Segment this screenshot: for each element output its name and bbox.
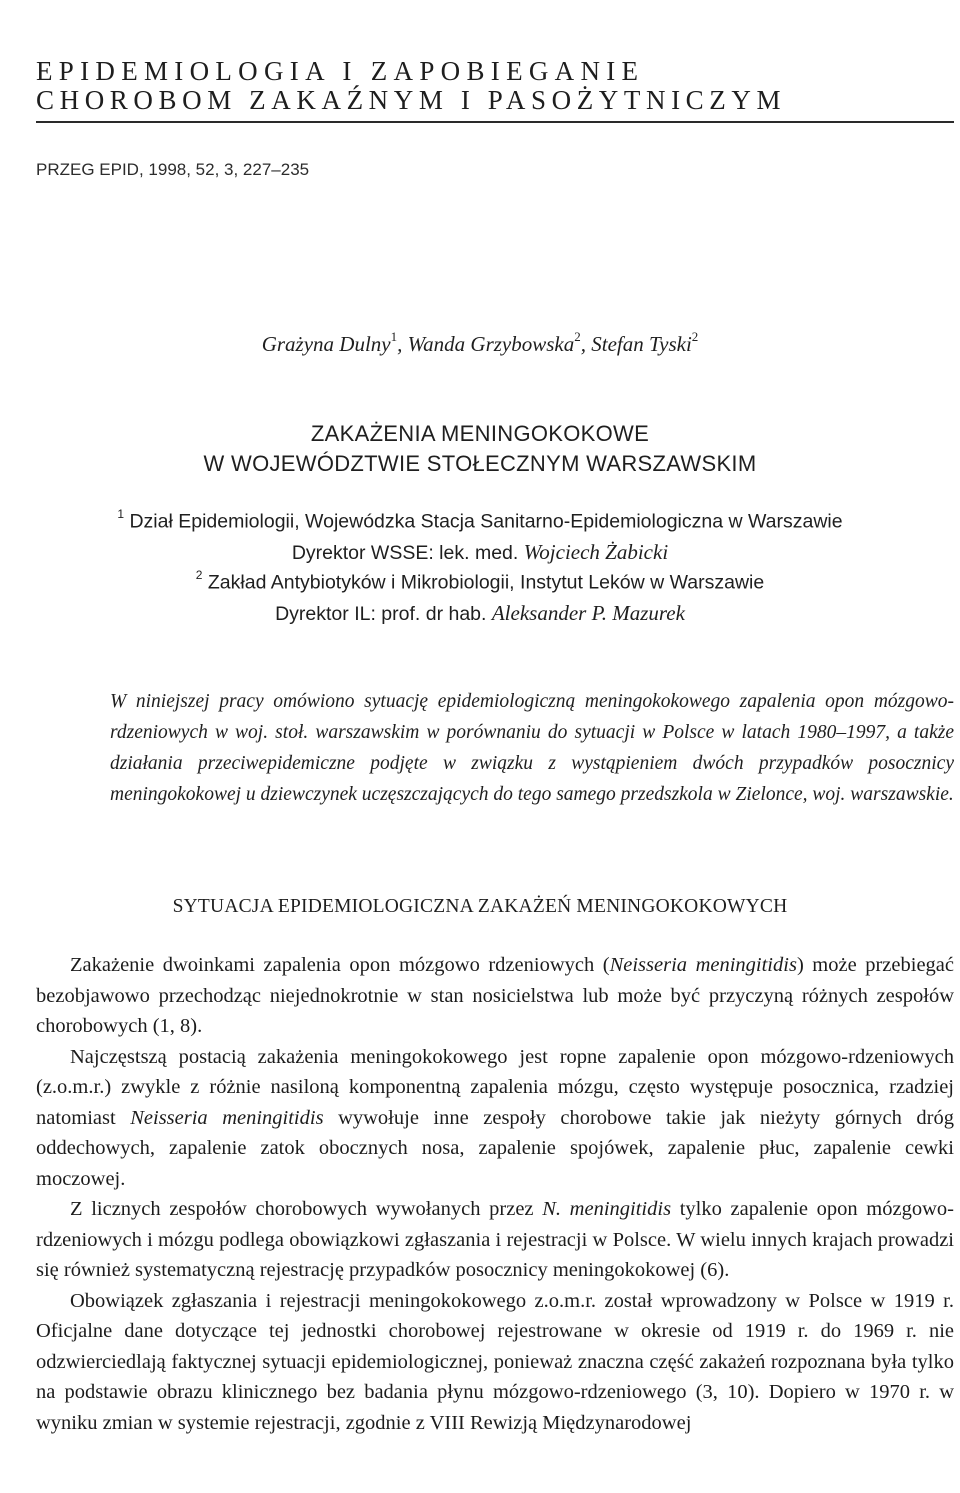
section-heading: SYTUACJA EPIDEMIOLOGICZNA ZAKAŻEŃ MENINGOKOKOWYCH xyxy=(172,896,788,917)
paragraph: Obowiązek zgłaszania i rejestracji meningokokowego z.o.m.r. został wprowadzony w Polsce w 1919 r. Oficjalne dane dotyczące tej jednostki chorobowej rejestrowane w okresie od 1919 r. do 1969 r. nie odzwierciedlają faktycznej sytuacji epidemiologicznej, ponieważ znaczna część zakażeń rozpoznana była tylko na podstawie obrazu klinicznego bez badania płynu mózgowo-rdzeniowego (3, 10). Dopiero w 1970 r. w wyniku zmian w systemie rejestracji, zgodnie z VIII Rewizją Międzynarodowej xyxy=(36,1289,954,1434)
affiliation-text: Zakład Antybiotyków i Mikrobiologii, Instytut Leków w Warszawie xyxy=(202,571,765,594)
author-name: Grażyna Dulny xyxy=(261,332,391,356)
director-name: Aleksander P. Mazurek xyxy=(491,601,685,625)
affiliation-1 xyxy=(0,509,960,534)
author-name: Wanda Grzybowska xyxy=(407,332,575,356)
text-run: tylko zapalenie opon mózgowo-rdzeniowych i mózgu podlega obowiązkowi zgłaszania i rejestracji w Polsce. W wielu innych krajach prowadzi się również systematyczną rejestrację przypadków posocznicy meningokokowej (6). xyxy=(36,1198,954,1281)
text-run: wywołuje inne zespoły chorobowe takie jak nieżyty górnych dróg oddechowych, zapalenie zatok obocznych nosa, zapalenie spojówek, zapalenie płuc, zapalenie cewki moczowej. xyxy=(36,1106,954,1190)
author-name: Stefan Tyski xyxy=(591,332,692,356)
director-name: Wojciech Żabicki xyxy=(523,540,669,564)
paragraph xyxy=(36,950,954,1042)
species-name: Neisseria meningitidis xyxy=(130,1106,324,1129)
author-separator: , xyxy=(397,332,408,356)
affiliation-1-director xyxy=(0,540,960,565)
affiliation-mark: 2 xyxy=(195,568,203,582)
abstract: W niniejszej pracy omówiono sytuację epidemiologiczną meningokokowego zapalenia opon mózgowo-rdzeniowych w woj. stoł. warszawskim w porównaniu do sytuacji w Polsce w latach 1980–1997, a także działania przeciwepidemiczne podjęte w związku z wystąpieniem dwóch przypadków posocznicy meningokokowej u dziewczynek uczęszczających do tego samego przedszkola w Zielonce, woj. warszawskie. xyxy=(110,691,954,805)
affiliation-mark: 1 xyxy=(117,507,125,521)
paragraph xyxy=(36,1042,954,1195)
text-run: Najczęstszą postacią zakażenia meningokokowego jest ropne zapalenie opon mózgowo-rdzeniowych (z.o.m.r.) zwykle z różnie nasiloną komponentną zapalenia mózgu, często występuje posocznica, rzadziej natomiast xyxy=(36,1045,954,1129)
citation: PRZEG EPID, 1998, 52, 3, 227–235 xyxy=(36,160,310,179)
text-run: ) może przebiegać bezobjawowo przechodząc niejednokrotnie w stan nosicielstwa lub może być przyczyną różnych zespołów chorobowych (1, 8). xyxy=(36,954,954,1037)
affiliation-text: Dział Epidemiologii, Wojewódzka Stacja Sanitarno-Epidemiologiczna w Warszawie xyxy=(124,510,843,533)
author-separator: , xyxy=(580,332,592,356)
director-prefix: Dyrektor WSSE: lek. med. xyxy=(291,542,524,564)
article-title-line-1: ZAKAŻENIA MENINGOKOKOWE xyxy=(310,421,650,446)
species-name: Neisseria meningitidis xyxy=(609,954,797,976)
affiliation-2-director xyxy=(0,601,960,626)
author-list xyxy=(0,331,960,357)
affiliation-2 xyxy=(0,570,960,595)
text-run: Z licznych zespołów chorobowych wywołanych przez xyxy=(70,1198,543,1220)
text-run: Zakażenie dwoinkami zapalenia opon mózgowo rdzeniowych ( xyxy=(70,954,610,976)
author-affiliation-mark: 1 xyxy=(390,329,398,344)
species-name: N. meningitidis xyxy=(542,1198,672,1220)
author-affiliation-mark: 2 xyxy=(574,329,581,344)
article-title-line-2: W WOJEWÓDZTWIE STOŁECZNYM WARSZAWSKIM xyxy=(203,451,757,476)
body-text xyxy=(36,950,954,1438)
director-prefix: Dyrektor IL: prof. dr hab. xyxy=(275,603,492,625)
journal-title-line-2: CHOROBOM ZAKAŹNYM I PASOŻYTNICZYM xyxy=(36,85,787,115)
journal-title-line-1: EPIDEMIOLOGIA I ZAPOBIEGANIE xyxy=(36,56,645,86)
author-affiliation-mark: 2 xyxy=(691,329,699,344)
header-divider xyxy=(36,121,954,123)
paragraph xyxy=(36,1194,954,1286)
